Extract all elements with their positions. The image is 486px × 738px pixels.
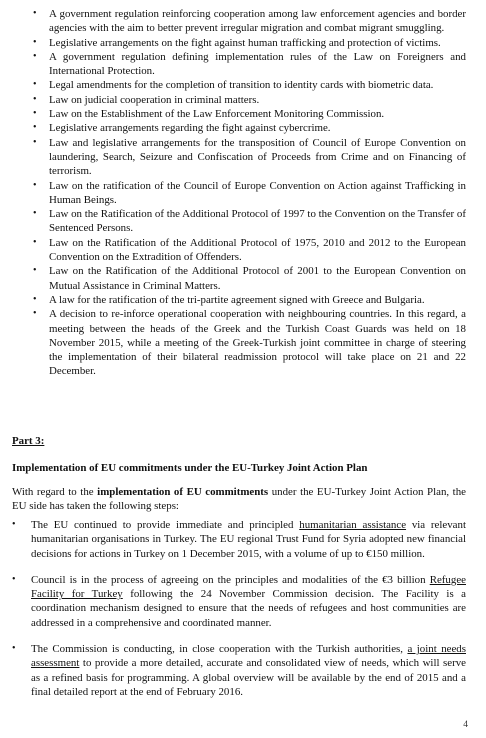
list-item: [0, 121, 486, 135]
bullet-icon: •: [33, 108, 37, 120]
page-number: 4: [463, 720, 468, 730]
list-item-text-end: following the 24 November Commission decision. The Facility is a coordination mechanism designed to ensure that the needs of refugees and host communities are addressed in a comprehensive and coordinated manner.: [31, 588, 466, 629]
joint-needs-assessment-link[interactable]: a joint needs assessment: [31, 643, 466, 670]
list-item-text: A decision to re-inforce operational cooperation with neighbouring countries. In this regard, a meeting between the heads of the Greek and the Turkish Coast Guards was held on 18 November 2015, while a meeting of the Greek-Turkish joint committee in charge of steering the implementation of their bilateral readmission protocol will take place on 21 and 22 December.: [49, 308, 466, 378]
list-item-text: Legislative arrangements on the fight against human trafficking and protection of victims.: [49, 36, 441, 49]
bullet-icon: •: [33, 93, 37, 105]
intro-paragraph: [12, 485, 466, 514]
list-item-text: Law on the Ratification of the Additional Protocol of 1975, 2010 and 2012 to the European Convention on the Extradition of Offenders.: [49, 236, 466, 264]
list-item: [0, 50, 486, 79]
list-item: [0, 573, 486, 630]
legislative-measures-list: [0, 7, 486, 379]
list-item: [0, 293, 486, 307]
bullet-icon: •: [33, 179, 37, 191]
intro-text: With regard to the: [12, 486, 98, 498]
list-item-text-end: to provide a more detailed, accurate and consolidated view of needs, which will serve as a refined basis for programming. A global overview will be available by the end of 2015 and a final detailed report at the end of February 2016.: [31, 657, 466, 698]
list-item: [0, 7, 486, 36]
bullet-icon: •: [12, 519, 16, 530]
list-item-text: Law on judicial cooperation in criminal matters.: [49, 93, 260, 106]
list-item-text: Law on the Ratification of the Additional Protocol of 1997 to the Convention on the Transfer of Sentenced Persons.: [49, 208, 466, 235]
list-item: [0, 179, 486, 208]
list-item: [0, 136, 486, 179]
intro-emphasis: implementation of EU commitments: [97, 486, 269, 498]
bullet-icon: •: [12, 573, 16, 585]
bullet-icon: •: [33, 50, 37, 62]
bullet-icon: •: [33, 122, 37, 134]
list-item: [0, 36, 486, 50]
list-item-text: Legal amendments for the completion of transition to identity cards with biometric data.: [49, 79, 434, 92]
list-item-text-end: via relevant humanitarian organisations in Turkey. The EU regional Trust Fund for Syria adopted new financial decisions for actions in Turkey on 1 December 2015, with a volume of up to €150 million.: [31, 519, 466, 560]
bullet-icon: •: [33, 136, 37, 148]
list-item-text: Legislative arrangements regarding the fight against cybercrime.: [49, 122, 331, 135]
part-label: Part 3:: [12, 435, 45, 447]
bullet-icon: •: [33, 36, 37, 48]
list-item: [0, 264, 486, 293]
list-item: [0, 93, 486, 107]
list-item: [0, 107, 486, 121]
bullet-icon: •: [33, 308, 37, 320]
list-item-text: A law for the ratification of the tri-partite agreement signed with Greece and Bulgaria.: [49, 293, 425, 306]
list-item-text: A government regulation reinforcing cooperation among law enforcement agencies and border agencies with the aim to better prevent irregular migration and combat migrant smuggling.: [49, 8, 466, 35]
section-heading: Implementation of EU commitments under the EU-Turkey Joint Action Plan: [12, 462, 368, 474]
list-item-text: Law on the ratification of the Council of Europe Convention on Action against Trafficking in Human Beings.: [49, 179, 466, 206]
list-item-text: The EU continued to provide immediate and principled: [31, 519, 300, 531]
bullet-icon: •: [33, 8, 37, 19]
bullet-icon: •: [12, 643, 16, 655]
list-item-text: Law on the Establishment of the Law Enforcement Monitoring Commission.: [49, 108, 385, 121]
eu-steps-list: [0, 518, 486, 711]
bullet-icon: •: [33, 208, 37, 220]
intro-text-end: under the EU-Turkey Joint Action Plan, the EU side has taken the following steps:: [12, 486, 466, 513]
list-item-text: The Commission is conducting, in close cooperation with the Turkish authorities,: [31, 643, 408, 656]
bullet-icon: •: [33, 79, 37, 91]
list-item: [0, 642, 486, 699]
refugee-facility-link[interactable]: Refugee Facility for Turkey: [31, 573, 466, 601]
list-item-text: Council is in the process of agreeing on the principles and modalities of the €3 billion: [31, 573, 430, 586]
list-item: [0, 236, 486, 265]
bullet-icon: •: [33, 236, 37, 248]
list-item: [0, 518, 486, 561]
list-item-text: A government regulation defining implementation rules of the Law on Foreigners and International Protection.: [49, 50, 466, 78]
list-item-text: Law on the Ratification of the Additional Protocol of 2001 to the European Convention on Mutual Assistance in Criminal Matters.: [49, 265, 466, 292]
bullet-icon: •: [33, 265, 37, 277]
bullet-icon: •: [33, 293, 37, 305]
list-item-text: Law and legislative arrangements for the transposition of Council of Europe Convention on laundering, Search, Seizure and Confiscation of Proceeds from Crime and on Financing of terrorism.: [49, 136, 466, 178]
list-item: [0, 307, 486, 378]
humanitarian-assistance-link[interactable]: humanitarian assistance: [299, 519, 407, 531]
list-item: [0, 78, 486, 92]
list-item: [0, 207, 486, 236]
